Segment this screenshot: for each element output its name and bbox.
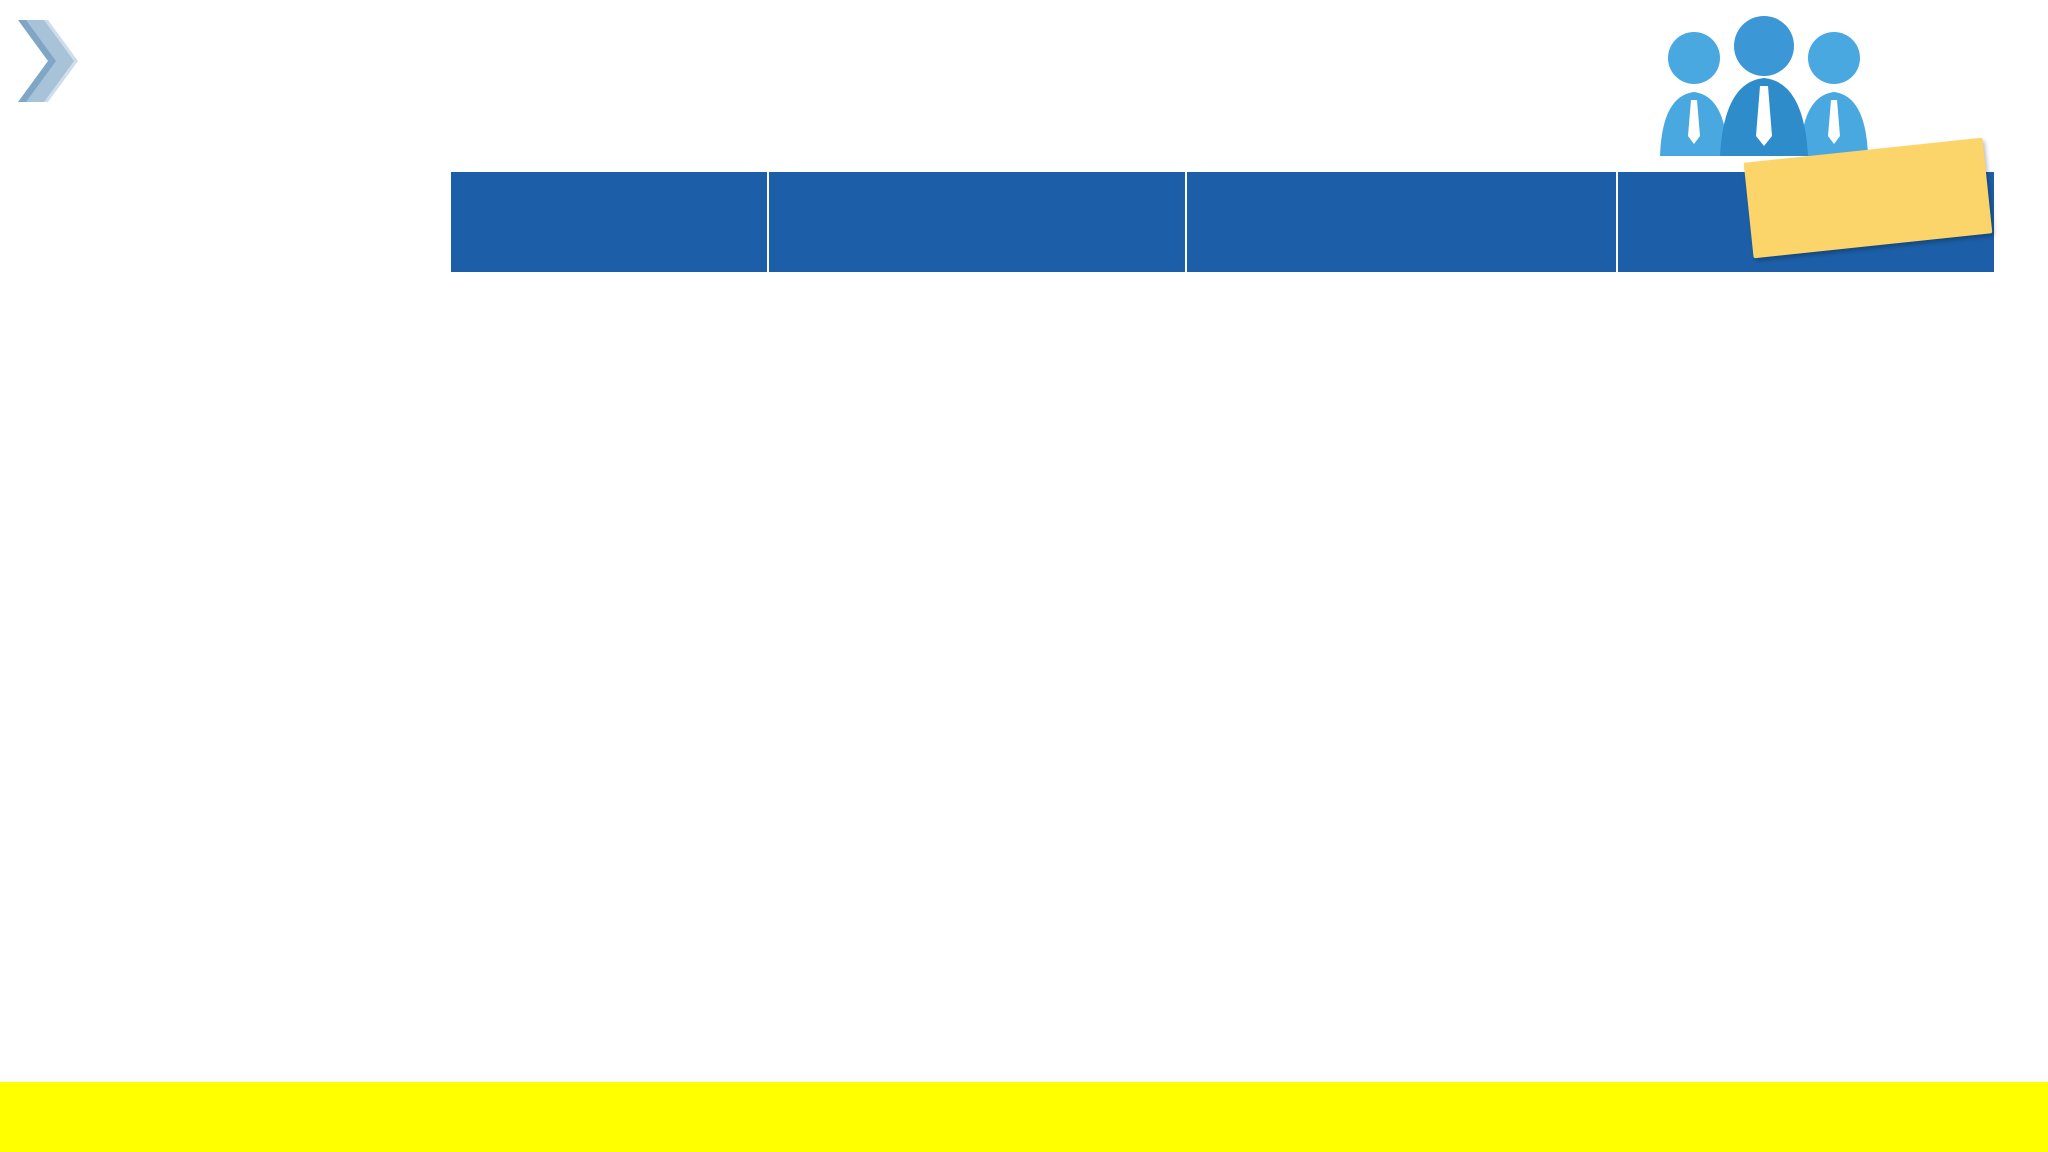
header-impact <box>769 172 1187 272</box>
people-logo-icon <box>1654 16 1874 166</box>
table-header-row <box>57 172 1994 272</box>
header-how-long <box>451 172 769 272</box>
download-banner <box>0 1082 2048 1152</box>
header-blank-cell <box>57 172 451 272</box>
header-vulnerabilities <box>1187 172 1618 272</box>
title-chevron-icon <box>18 20 80 102</box>
